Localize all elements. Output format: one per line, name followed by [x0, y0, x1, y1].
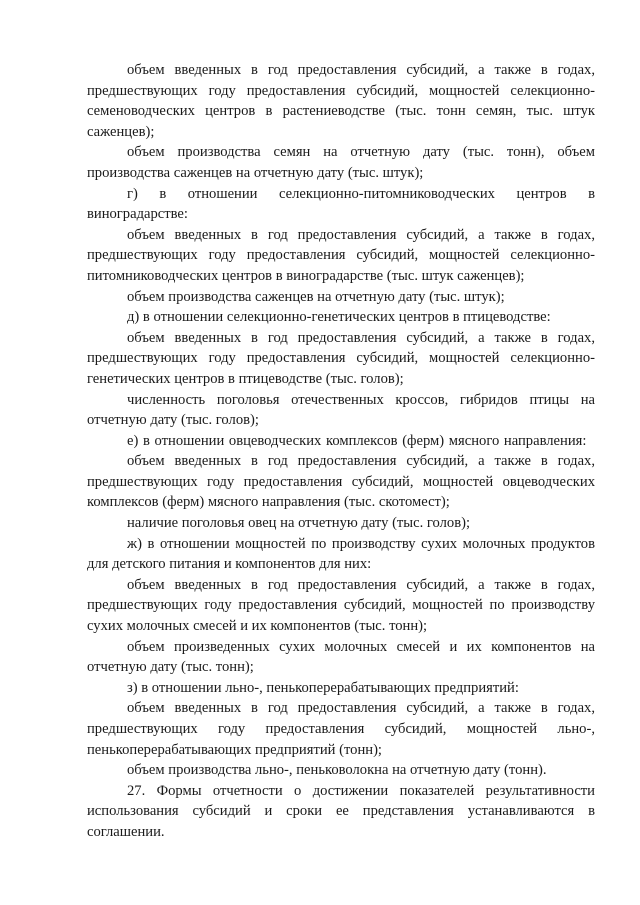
- paragraph-item-z: з) в отношении льно-, пенькоперерабатывающих предприятий:: [127, 679, 519, 696]
- paragraph-item-e: е) в отношении овцеводческих комплексов (ферм) мясного направления:: [127, 432, 587, 449]
- paragraph-poultry-capacity: объем введенных в год предоставления субсидий, а также в годах, предшествующих году предоставления субсидий, мощностей селекционно-генетических центров в птицеводстве (тыс. голов);: [87, 329, 595, 387]
- paragraph-dairy-capacity: объем введенных в год предоставления субсидий, а также в годах, предшествующих году предоставления субсидий, мощностей по производству сухих молочных смесей и их компонентов (тыс. тонн);: [87, 576, 595, 635]
- paragraph-item-g: г) в отношении селекционно-питомниководческих центров в виноградарстве:: [87, 185, 595, 223]
- paragraph-flax-production: объем производства льно-, пеньковолокна на отчетную дату (тонн).: [127, 762, 547, 779]
- paragraph-vineyard-production: объем производства саженцев на отчетную дату (тыс. штук);: [127, 288, 505, 305]
- paragraph-item-27: 27. Формы отчетности о достижении показателей результативности использования субсидий и сроки ее представления устанавливаются в соглашении.: [87, 782, 595, 840]
- paragraph-vineyard-capacity: объем введенных в год предоставления субсидий, а также в годах, предшествующих году предоставления субсидий, мощностей селекционно-питомниководческих центров в виноградарстве (тыс. штук саженцев);: [87, 226, 595, 284]
- paragraph-flax-capacity: объем введенных в год предоставления субсидий, а также в годах, предшествующих году предоставления субсидий, мощностей льно-, пенькоперерабатывающих предприятий (тонн);: [87, 700, 595, 758]
- paragraph-sheep-livestock: наличие поголовья овец на отчетную дату (тыс. голов);: [127, 515, 470, 532]
- paragraph-seed-centers-capacity: объем введенных в год предоставления субсидий, а также в годах, предшествующих году предоставления субсидий, мощностей селекционно-семеноводческих центров в растениеводстве (тыс. тонн семян, тыс. штук саженцев);: [87, 62, 595, 140]
- paragraph-seed-production: объем производства семян на отчетную дату (тыс. тонн), объем производства саженцев на отчетную дату (тыс. штук);: [87, 144, 595, 181]
- paragraph-dairy-production: объем произведенных сухих молочных смесей и их компонентов на отчетную дату (тыс. тонн);: [87, 638, 595, 676]
- paragraph-sheep-capacity: объем введенных в год предоставления субсидий, а также в годах, предшествующих году предоставления субсидий, мощностей овцеводческих комплексов (ферм) мясного направления (тыс. скотомест);: [87, 453, 595, 511]
- paragraph-item-d: д) в отношении селекционно-генетических центров в птицеводстве:: [127, 309, 551, 326]
- paragraph-poultry-livestock: численность поголовья отечественных кроссов, гибридов птицы на отчетную дату (тыс. голов);: [87, 391, 595, 429]
- paragraph-item-zh: ж) в отношении мощностей по производству сухих молочных продуктов для детского питания и компонентов для них:: [87, 535, 595, 573]
- document-page: [87, 60, 595, 843]
